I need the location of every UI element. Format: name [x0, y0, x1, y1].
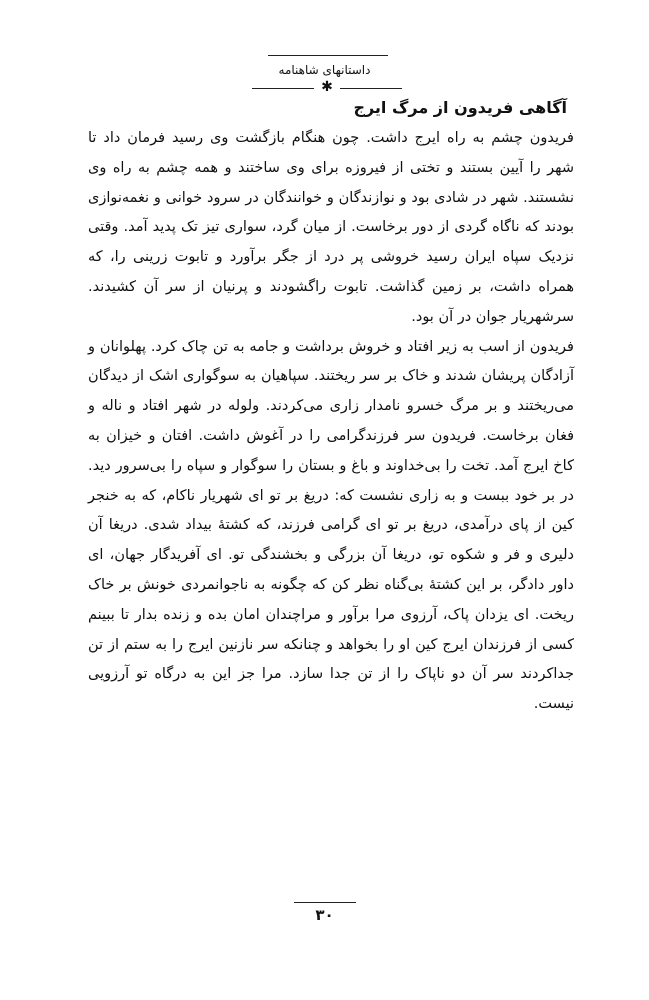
asterisk-ornament-icon: ✱ — [321, 79, 333, 95]
running-head-title: داستانهای شاهنامه — [278, 63, 371, 77]
footer-rule — [294, 902, 356, 903]
body-text — [88, 124, 574, 720]
page-number: ۳۰ — [315, 906, 334, 924]
paragraph-2: فریدون از اسب به زیر افتاد و خروش برداشت و جامه به تن چاک کرد. پهلوانان و آزادگان پریشان شدند و خاک بر سر ریختند. سپاهیان به سوگواری اشک از دیدگان می‌ریختند و بر مرگ خسرو نامدار زاری می‌کردند. ولوله در شهر افتاد و ناله و فغان برخاست. فریدون سر فرزندگرامی را در آغوش داشت. افتان و خیزان به کاخ ایرج آمد. تخت را بی‌خداوند و باغ و بستان را سوگوار و سپاه را بی‌سرور دید. در بر خود ببست و به زاری نشست که: دریغ بر تو ای شهریار ناکام، که به خنجر کین از پای درآمدی، دریغ بر تو ای گرامی فرزند، که کشتهٔ بیداد شدی. دریغا آن دلیری و فر و شکوه تو، دریغا آن بزرگی و بخشندگی تو. ای آفریدگار جهان، ای داور دادگر، بر این کشتهٔ بی‌گناه نظر کن که چگونه به ناجوانمردی خونش بر خاک ریخت. ای یزدان پاک، آرزوی مرا برآور و مراچندان امان بده و زنده بدار تا ببینم کسی از فرزندان ایرج کین او را بخواهد و چنانکه سر نازنین ایرج را به ستم از تن جداکردند سر آن دو ناپاک را از تن جدا سازد. مرا جز این به درگاه تو آرزویی نیست. — [88, 338, 574, 713]
running-head-ornament — [252, 81, 402, 95]
running-head-top-rule — [268, 55, 388, 56]
ornament-line-right — [340, 88, 402, 89]
paragraph-1: فریدون چشم به راه ایرج داشت. چون هنگام بازگشت وی رسید فرمان داد تا شهر را آیین بستند و تختی از فیروزه برای وی ساختند و همه چشم به راه وی نشستند. شهر در شادی بود و نوازندگان و خوانندگان در سرود خوانی و نغمه‌نوازی بودند که ناگاه گردی از دور برخاست. از میان گرد، سواری تیز تک پدید آمد. وقتی نزدیک سپاه ایران رسید خروشی پر درد از جگر برآورد و تابوت زرینی را، که همراه داشت، بر زمین گذاشت. تابوت راگشودند و پرنیان از سر آن کشیدند. سرشهریار جوان در آن بود. — [88, 130, 574, 325]
section-title: آگاهی فریدون از مرگ ایرج — [353, 98, 567, 117]
ornament-line-left — [252, 88, 314, 89]
